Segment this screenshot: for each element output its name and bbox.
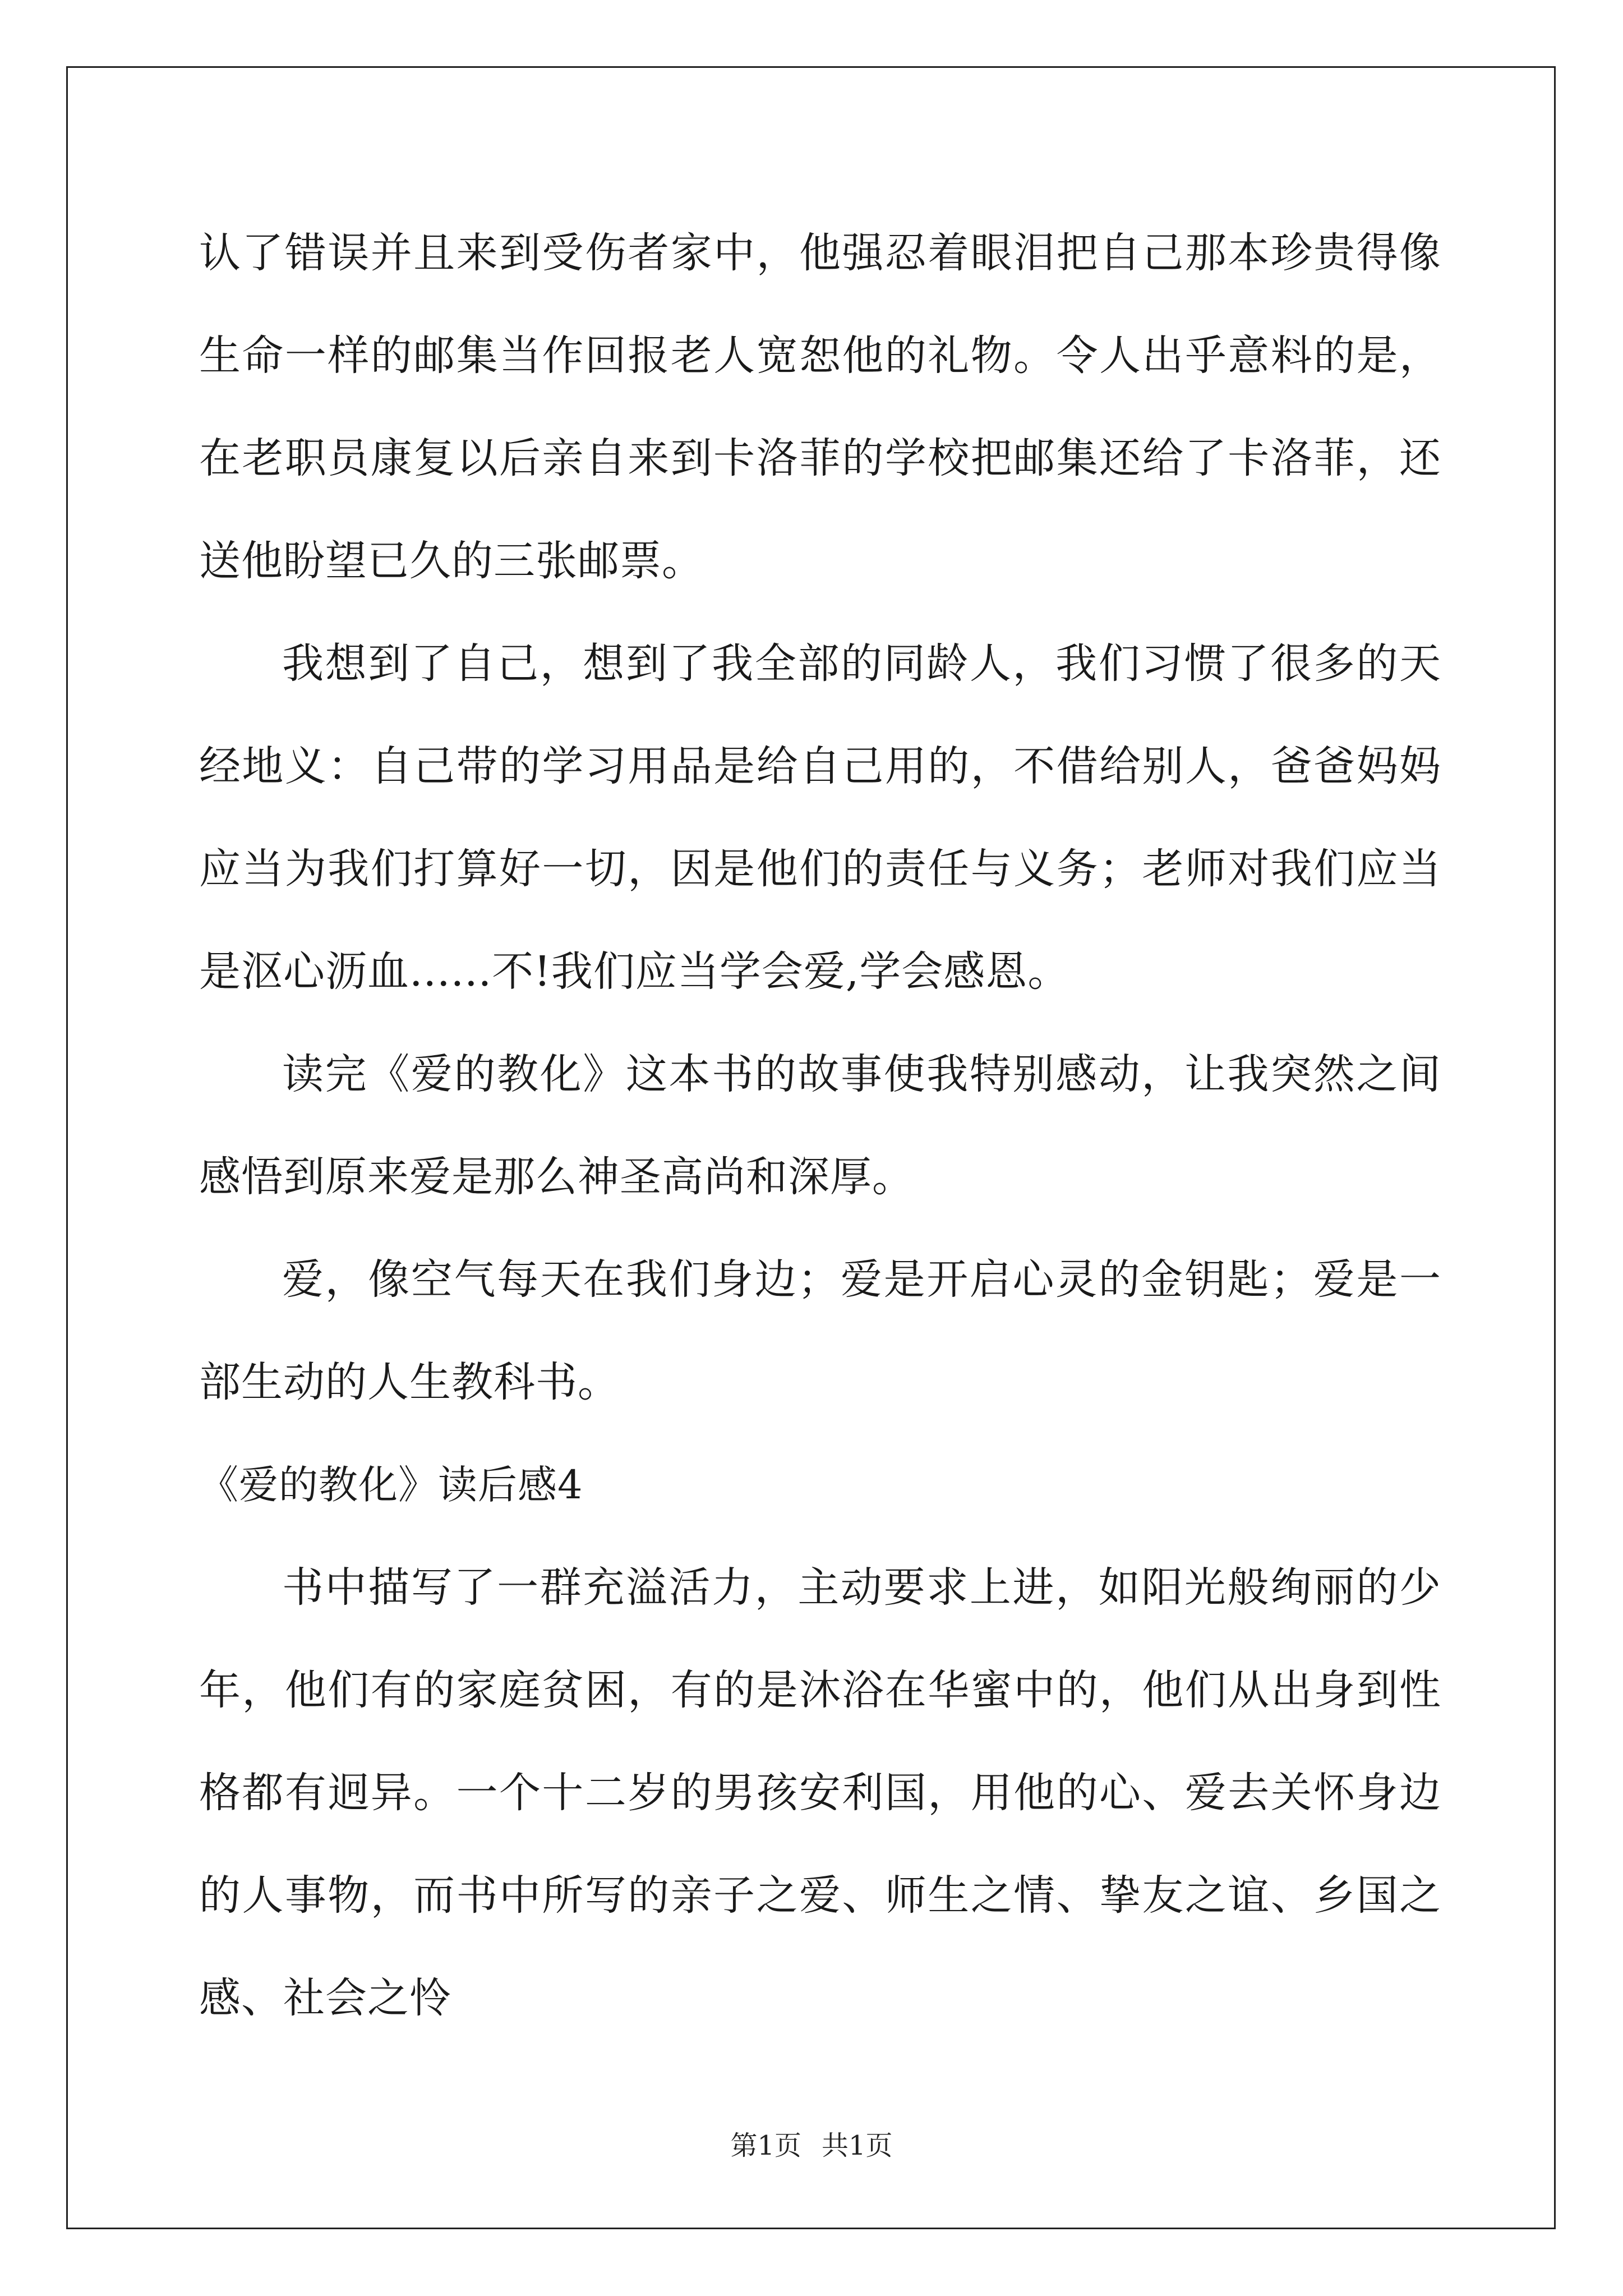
- document-body: [199, 202, 1441, 2050]
- paragraph-3: 读完《爱的教化》这本书的故事使我特别感动，让我突然之间感悟到原来爱是那么神圣高尚和深厚。: [199, 1050, 1441, 1201]
- section-heading: 《爱的教化》读后感4: [199, 1462, 583, 1508]
- page-total: 共1页: [822, 2130, 893, 2161]
- paragraph-5: 书中描写了一群充溢活力，主动要求上进，如阳光般绚丽的少年，他们有的家庭贫困，有的是沐浴在华蜜中的，他们从出身到性格都有迥异。一个十二岁的男孩安利国，用他的心、爱去关怀身边的人事物，而书中所写的亲子之爱、师生之情、挚友之谊、乡国之感、社会之怜: [199, 1563, 1441, 2022]
- paragraph-4: 爱，像空气每天在我们身边；爱是开启心灵的金钥匙；爱是一部生动的人生教科书。: [199, 1255, 1441, 1406]
- paragraph-1: 认了错误并且来到受伤者家中，他强忍着眼泪把自己那本珍贵得像生命一样的邮集当作回报老人宽恕他的礼物。令人出乎意料的是，在老职员康复以后亲自来到卡洛菲的学校把邮集还给了卡洛菲，还送他盼望已久的三张邮票。: [199, 229, 1441, 585]
- page-footer: [0, 2129, 1623, 2162]
- page-number: 第1页: [730, 2130, 801, 2161]
- paragraph-2: 我想到了自己，想到了我全部的同龄人，我们习惯了很多的天经地义：自己带的学习用品是给自己用的，不借给别人，爸爸妈妈应当为我们打算好一切，因是他们的责任与义务；老师对我们应当是沤心沥血......不!我们应当学会爱,学会感恩。: [199, 639, 1441, 996]
